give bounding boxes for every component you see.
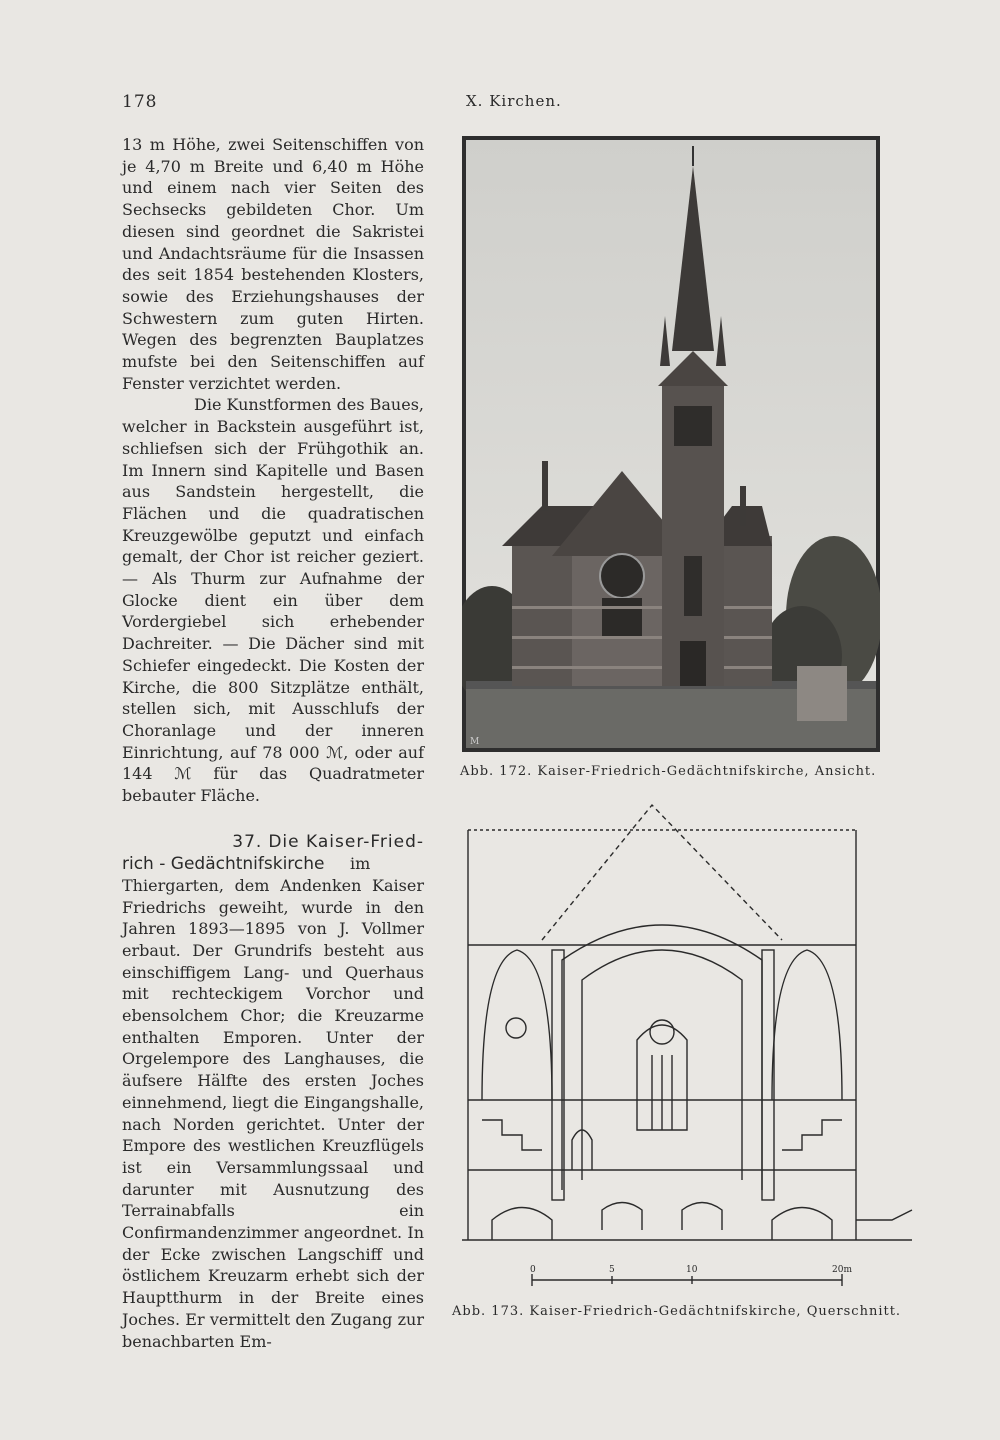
running-title: X. Kirchen.	[466, 92, 562, 110]
text-column	[122, 134, 424, 1352]
caption-fig-173: Abb. 173. Kaiser-Friedrich-Gedächtnifskirche, Querschnitt.	[452, 1304, 902, 1319]
page-number: 178	[122, 92, 158, 112]
left-vault	[482, 950, 552, 1100]
church-photo-svg	[462, 136, 880, 752]
crypt-arch-2	[602, 1203, 642, 1231]
caption-fig-172: Abb. 172. Kaiser-Friedrich-Gedächtnifskirche, Ansicht.	[460, 764, 877, 779]
paragraph-2: Die Kunstformen des Baues, welcher in Backstein ausgeführt ist, schliefsen sich der Frühgothik an. Im Innern sind Kapitelle und Basen aus Sandstein hergestellt, die Flächen und die quadratischen Kreuzgewölbe geputzt und einfach gemalt, der Chor ist reicher geziert. — Als Thurm zur Aufnahme der Glocke dient ein über dem Vordergiebel sich erhebender Dachreiter. — Die Dächer sind mit Schiefer eingedeckt. Die Kosten der Kirche, die 800 Sitzplätze enthält, stellen sich, mit Ausschlufs der Choranlage und der inneren Einrichtung, auf 78 000 ℳ, oder auf 144 ℳ für das Quadratmeter bebauter Fläche.	[122, 395, 424, 806]
scale-label-5: 5	[609, 1265, 615, 1275]
cross-section-svg	[452, 800, 922, 1300]
crypt-arch-1	[492, 1208, 552, 1241]
gable-windows	[602, 598, 642, 638]
section-number: 37.	[232, 831, 263, 852]
terrain-right	[856, 1210, 912, 1220]
tower-clock-window	[674, 406, 712, 446]
cross-section-drawing	[452, 800, 922, 1300]
paragraph-3: Thiergarten, dem Andenken Kaiser Friedrichs geweiht, wurde in den Jahren 1893—1895 von J. Vollmer erbaut. Der Grundrifs besteht aus einschiffigem Lang- und Querhaus mit rechteckigem Vorchor und ebensolchem Chor; die Kreuzarme enthalten Emporen. Unter der Orgelempore des Langhauses, die äufsere Hälfte des ersten Joches einnehmend, liegt die Eingangshalle, nach Norden gerichtet. Unter der Empore des westlichen Kreuzflügels ist ein Versammlungssaal und darunter mit Ausnutzung des Terrainabfalls ein Confirmandenzimmer angeordnet. In der Ecke zwischen Langschiff und östlichem Kreuzarm erhebt sich der Hauptthurm in der Breite eines Joches. Er vermittelt den Zugang zur benachbarten Em-	[122, 875, 424, 1351]
rose-left	[506, 1018, 526, 1038]
section-heading-text-2: rich - Gedächtnifskirche	[122, 853, 325, 874]
roof-outline	[542, 805, 782, 940]
photo-corner-mark: M	[470, 737, 480, 747]
crypt-arch-4	[772, 1208, 832, 1241]
rose-window	[600, 554, 644, 598]
paragraph-3-lead: im	[349, 853, 371, 873]
central-rose	[650, 1020, 674, 1044]
section-heading-line-2	[122, 853, 424, 875]
tower-niche	[684, 556, 702, 616]
scale-label-10: 10	[686, 1265, 698, 1275]
section-37	[122, 831, 424, 1352]
stairs-right	[782, 1120, 842, 1150]
pinnacle-nave-left	[542, 461, 548, 511]
church-photograph	[462, 136, 880, 752]
pinnacle-nave-right	[740, 486, 746, 526]
tower-portal	[680, 641, 706, 686]
scale-label-20: 20m	[832, 1265, 852, 1275]
section-heading-line-1	[122, 831, 424, 853]
crypt-arch-3	[682, 1203, 722, 1231]
page-header	[0, 92, 1000, 116]
shed	[797, 666, 847, 721]
scale-label-0: 0	[530, 1265, 536, 1275]
section-heading-text-1: Die Kaiser-Fried-	[268, 831, 424, 852]
paragraph-1: 13 m Höhe, zwei Seitenschiffen von je 4,70 m Breite und 6,40 m Höhe und einem nach vier Seiten des Sechsecks gebildeten Chor. Um diesen sind geordnet die Sakristei und Andachtsräume für die Insassen des seit 1854 bestehenden Klosters, sowie des Erziehungshauses der Schwestern zum guten Hirten. Wegen des begrenzten Bauplatzes mufste bei den Seitenschiffen auf Fenster verzichtet werden.	[122, 135, 424, 393]
right-vault	[772, 950, 842, 1100]
stairs-left	[482, 1120, 542, 1150]
